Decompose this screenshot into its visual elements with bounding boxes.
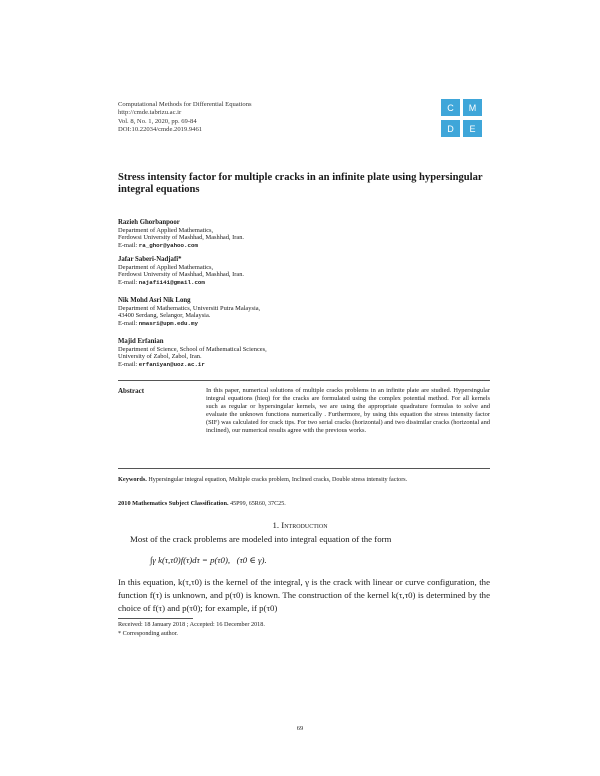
logo-letter-c: C (441, 99, 460, 116)
abstract-bottom-rule (118, 468, 490, 469)
author-affiliation: 43400 Serdang, Selangor, Malaysia. (118, 312, 211, 320)
author-affiliation: Ferdowsi University of Mashhad, Mashhad, Iran. (118, 234, 245, 242)
section-heading (0, 520, 600, 530)
email-label: E-mail: (118, 241, 138, 249)
footnote-rule (118, 618, 193, 619)
msc-label: 2010 Mathematics Subject Classification. (118, 500, 229, 507)
author-email[interactable]: erfaniyan@uoz.ac.ir (138, 360, 205, 368)
keywords-text: Hypersingular integral equation, Multiple cracks problem, Inclined cracks, Double stress intensity factors. (148, 477, 408, 483)
integral-equation (150, 545, 470, 575)
logo-letter-m: M (463, 99, 482, 116)
author-email[interactable]: najafi141@gmail.com (138, 278, 205, 286)
journal-volume: Vol. 8, No. 1, 2020, pp. 69-84 (118, 117, 197, 125)
abstract-label: Abstract (118, 387, 145, 395)
page-number: 69 (296, 725, 304, 732)
keywords (118, 476, 490, 485)
intro-paragraph: Most of the crack problems are modeled into integral equation of the form (130, 534, 392, 544)
keywords-label: Keywords. (118, 476, 147, 483)
author-affiliation: Department of Applied Mathematics, (118, 226, 214, 234)
logo-letter-d: D (441, 120, 460, 137)
author-name: Nik Mohd Asri Nik Long (118, 297, 191, 304)
author-name: Jafar Saberi-Nadjafi* (118, 256, 182, 263)
journal-url[interactable]: http://cmde.tabrizu.ac.ir (118, 109, 182, 117)
abstract-text: In this paper, numerical solutions of multiple cracks problems in an infinite plate are studied. Hypersingular integral equations (hieq) for the cracks are formulated using the complex potential method. For all kernels such as regular or hypersingular kernels, we are using the appropriate quadrature formulas to solve and evaluate the unknown functions numerically . Furthermore, by using this equation the stress intensity factor (SIF) was calculated for crack tips. For two serial cracks (horizontal) and two dissimilar cracks (horizontal and inclined), our numerical results agree with the previous works. (206, 387, 490, 435)
section-title: Introduction (281, 520, 328, 530)
author-affiliation: Department of Mathematics, Universiti Putra Malaysia, (118, 304, 261, 312)
author-block (118, 219, 418, 249)
journal-doi[interactable]: DOI:10.22034/cmde.2019.9461 (118, 126, 203, 134)
author-name: Razieh Ghorbanpoor (118, 219, 180, 226)
equation-text: ∫γ k(τ,τ0)f(τ)dτ = p(τ0), (τ0 ∈ γ). (150, 555, 267, 565)
author-email[interactable]: nmasri@upm.edu.my (138, 319, 198, 327)
author-affiliation: Department of Science, School of Mathematical Sciences, (118, 345, 267, 353)
journal-header (118, 101, 252, 135)
section-number: 1. (272, 520, 280, 530)
author-affiliation: Department of Applied Mathematics, (118, 263, 214, 271)
author-block (118, 338, 418, 368)
intro-paragraph-2: In this equation, k(τ,τ0) is the kernel of the integral, γ is the crack with linear or curve configuration, the function f(τ) is unknown, and p(τ0) is known. The construction of the kernel k(τ,τ0) is determined by the choice of f(τ) and p(τ0); for example, if p(τ0) (118, 577, 490, 613)
author-name: Majid Erfanian (118, 338, 164, 345)
journal-name: Computational Methods for Differential Equations (118, 101, 252, 108)
msc-classification (118, 500, 490, 507)
logo-letter-e: E (463, 120, 482, 137)
author-affiliation: Ferdowsi University of Mashhad, Mashhad, Iran. (118, 271, 245, 279)
author-block (118, 297, 418, 327)
email-label: E-mail: (118, 360, 138, 368)
author-email[interactable]: ra_ghor@yahoo.com (138, 241, 198, 249)
msc-codes: 45P99, 65R60, 37C25. (230, 501, 286, 507)
footnote-corresponding: * Corresponding author. (118, 630, 178, 637)
email-label: E-mail: (118, 319, 138, 327)
footnote-received: Received: 18 January 2018 ; Accepted: 16 December 2018. (118, 621, 265, 628)
email-label: E-mail: (118, 278, 138, 286)
abstract-top-rule (118, 380, 490, 381)
author-block (118, 256, 418, 286)
journal-logo (441, 99, 487, 141)
paper-title: Stress intensity factor for multiple cracks in an infinite plate using hypersingular integral equations (118, 172, 483, 196)
author-affiliation: University of Zabol, Zabol, Iran. (118, 353, 202, 361)
